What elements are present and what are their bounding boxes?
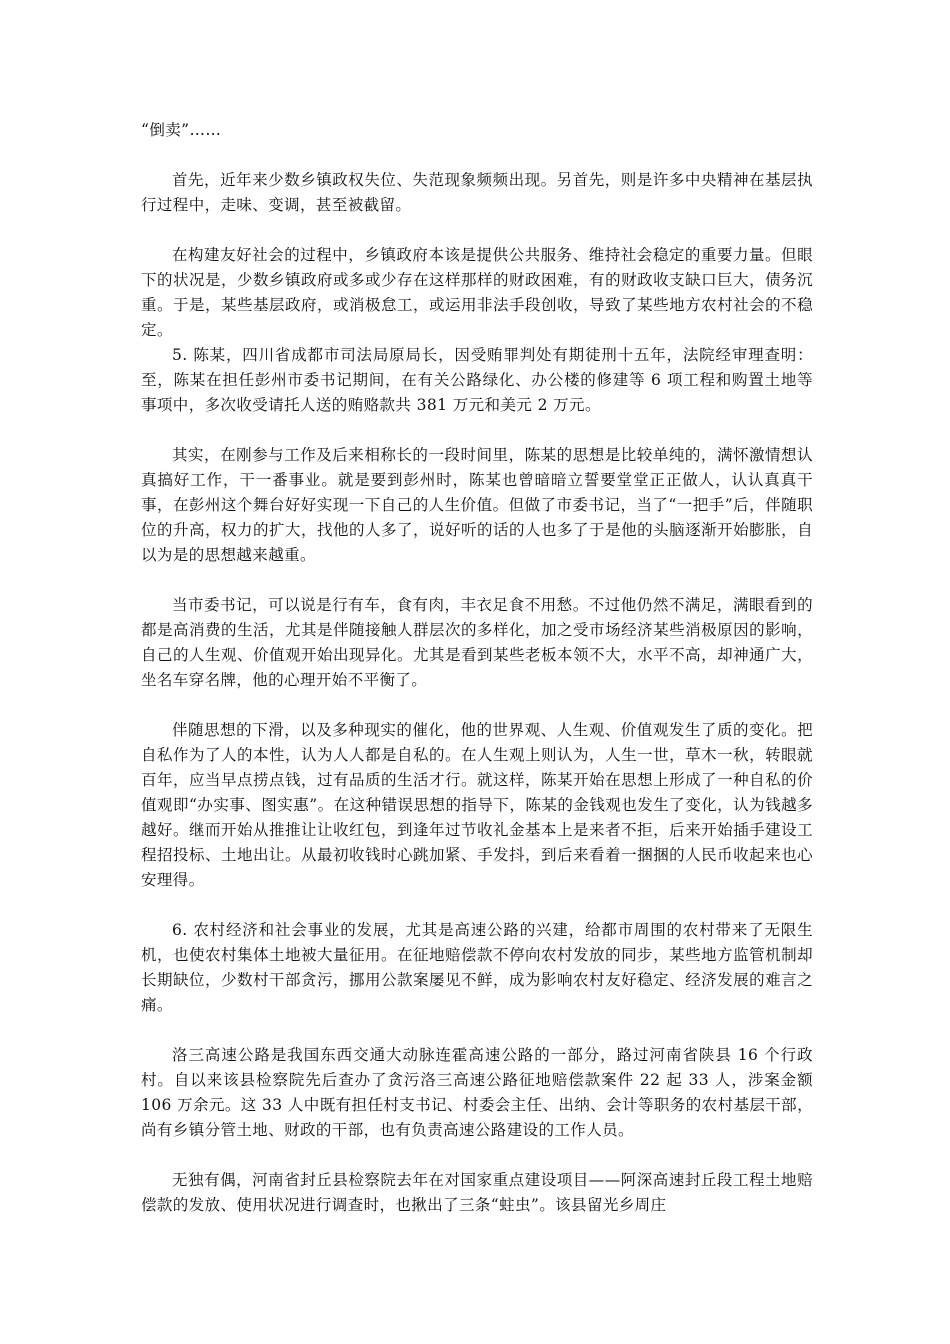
paragraph-3: 5. 陈某，四川省成都市司法局原局长，因受贿罪判处有期徒刑十五年，法院经审理查明：至，陈某在担任彭州市委书记期间，在有关公路绿化、办公楼的修建等 6 项工程和购置土地等事项中，多次收受请托人送的贿赂款共 381 万元和美元 2 万元。	[141, 346, 813, 414]
paragraph-9: 无独有偶，河南省封丘县检察院去年在对国家重点建设项目——阿深高速封丘段工程土地赔偿款的发放、使用状况进行调查时，也揪出了三条“蛀虫”。该县留光乡周庄	[141, 1171, 813, 1214]
opening-line: “倒卖”……	[141, 121, 222, 139]
paragraph-4: 其实，在刚参与工作及后来相称长的一段时间里，陈某的思想是比较单纯的，满怀激情想认真搞好工作，干一番事业。就是要到彭州时，陈某也曾暗暗立誓要堂堂正正做人，认认真真干事，在彭州这个舞台好好实现一下自己的人生价值。但做了市委书记，当了“一把手”后，伴随职位的升高，权力的扩大，找他的人多了，说好听的话的人也多了于是他的头脑逐渐开始膨胀，自以为是的思想越来越重。	[141, 446, 813, 564]
paragraph-5: 当市委书记，可以说是行有车，食有肉，丰衣足食不用愁。不过他仍然不满足，满眼看到的都是高消费的生活，尤其是伴随接触人群层次的多样化，加之受市场经济某些消极原因的影响，自己的人生观、价值观开始出现异化。尤其是看到某些老板本领不大，水平不高，却神通广大，坐名车穿名牌，他的心理开始不平衡了。	[141, 596, 813, 689]
paragraph-6: 伴随思想的下滑，以及多种现实的催化，他的世界观、人生观、价值观发生了质的变化。把自私作为了人的本性，认为人人都是自私的。在人生观上则认为，人生一世，草木一秋，转眼就百年，应当早点捞点钱，过有品质的生活才行。就这样，陈某开始在思想上形成了一种自私的价值观即“办实事、图实惠”。在这种错误思想的指导下，陈某的金钱观也发生了变化，认为钱越多越好。继而开始从推推让让收红包，到逢年过节收礼金基本上是来者不拒，后来开始插手建设工程招投标、土地出让。从最初收钱时心跳加紧、手发抖，到后来看着一捆捆的人民币收起来也心安理得。	[141, 721, 813, 889]
paragraph-7: 6. 农村经济和社会事业的发展，尤其是高速公路的兴建，给都市周围的农村带来了无限生机，也使农村集体土地被大量征用。在征地赔偿款不停向农村发放的同步，某些地方监管机制却长期缺位，少数村干部贪污，挪用公款案屡见不鲜，成为影响农村友好稳定、经济发展的难言之痛。	[141, 921, 813, 1014]
document-body	[141, 118, 813, 1218]
paragraph-1: 首先，近年来少数乡镇政权失位、失范现象频频出现。另首先，则是许多中央精神在基层执行过程中，走味、变调，甚至被截留。	[141, 171, 813, 214]
paragraph-2: 在构建友好社会的过程中，乡镇政府本该是提供公共服务、维持社会稳定的重要力量。但眼下的状况是，少数乡镇政府或多或少存在这样那样的财政困难，有的财政收支缺口巨大，债务沉重。于是，某些基层政府，或消极怠工，或运用非法手段创收，导致了某些地方农村社会的不稳定。	[141, 246, 813, 339]
paragraph-8: 洛三高速公路是我国东西交通大动脉连霍高速公路的一部分，路过河南省陕县 16 个行政村。自以来该县检察院先后查办了贪污洛三高速公路征地赔偿款案件 22 起 33 人，涉案金额 106 万余元。这 33 人中既有担任村支书记、村委会主任、出纳、会计等职务的农村基层干部，尚有乡镇分管土地、财政的干部，也有负责高速公路建设的工作人员。	[141, 1046, 813, 1139]
